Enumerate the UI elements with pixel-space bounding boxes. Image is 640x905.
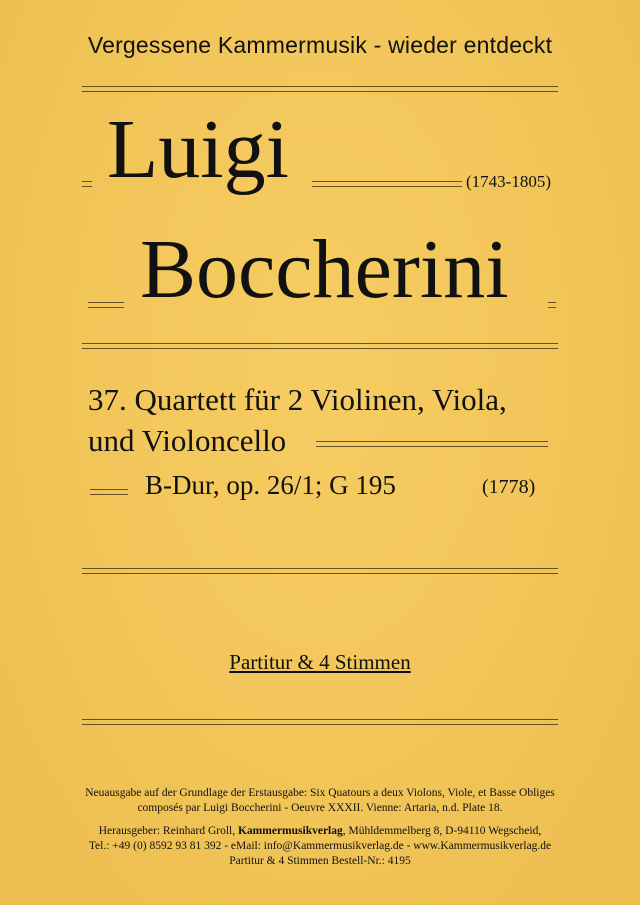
composer-first-name: Luigi xyxy=(107,103,289,196)
series-title: Vergessene Kammermusik - wieder entdeckt xyxy=(87,32,553,58)
composer-dates: (1743-1805) xyxy=(466,172,551,191)
editor-prefix: Herausgeber: Reinhard Groll, xyxy=(98,825,238,837)
contact-line: Tel.: +49 (0) 8592 93 81 392 - eMail: info@Kammermusikverlag.de - www.Kammermusikverlag.de xyxy=(88,840,552,852)
publisher-name: Kammermusikverlag xyxy=(237,825,343,837)
ornament-rule xyxy=(82,181,92,187)
source-line-1: Neuausgabe auf der Grundlage der Erstausgabe: Six Quatours a deux Violons, Viole, et Basse Obliges xyxy=(85,787,555,799)
source-note xyxy=(0,786,640,816)
ornament-rule xyxy=(548,302,556,308)
divider-middle xyxy=(82,343,558,349)
order-line: Partitur & 4 Stimmen Bestell-Nr.: 4195 xyxy=(229,855,411,867)
divider-lower xyxy=(82,568,558,574)
work-title-line1: 37. Quartett für 2 Violinen, Viola, xyxy=(88,382,507,417)
divider-bottom xyxy=(82,719,558,725)
publisher-info xyxy=(0,824,640,869)
ornament-rule xyxy=(312,181,462,187)
editor-suffix: , Mühldemmelberg 8, D-94110 Wegscheid, xyxy=(342,825,542,837)
editor-line xyxy=(0,824,640,839)
work-year: (1778) xyxy=(482,476,536,498)
edition-label: Partitur & 4 Stimmen xyxy=(229,650,411,674)
ornament-rule xyxy=(90,489,128,495)
divider-top xyxy=(82,86,558,92)
source-line-2: composés par Luigi Boccherini - Oeuvre XXXII. Vienne: Artaria, n.d. Plate 18. xyxy=(137,802,503,814)
ornament-rule xyxy=(316,441,548,447)
ornament-rule xyxy=(88,302,124,308)
work-key-opus: B-Dur, op. 26/1; G 195 xyxy=(145,470,396,500)
work-title-line2: und Violoncello xyxy=(88,423,287,458)
composer-last-name: Boccherini xyxy=(140,223,509,316)
